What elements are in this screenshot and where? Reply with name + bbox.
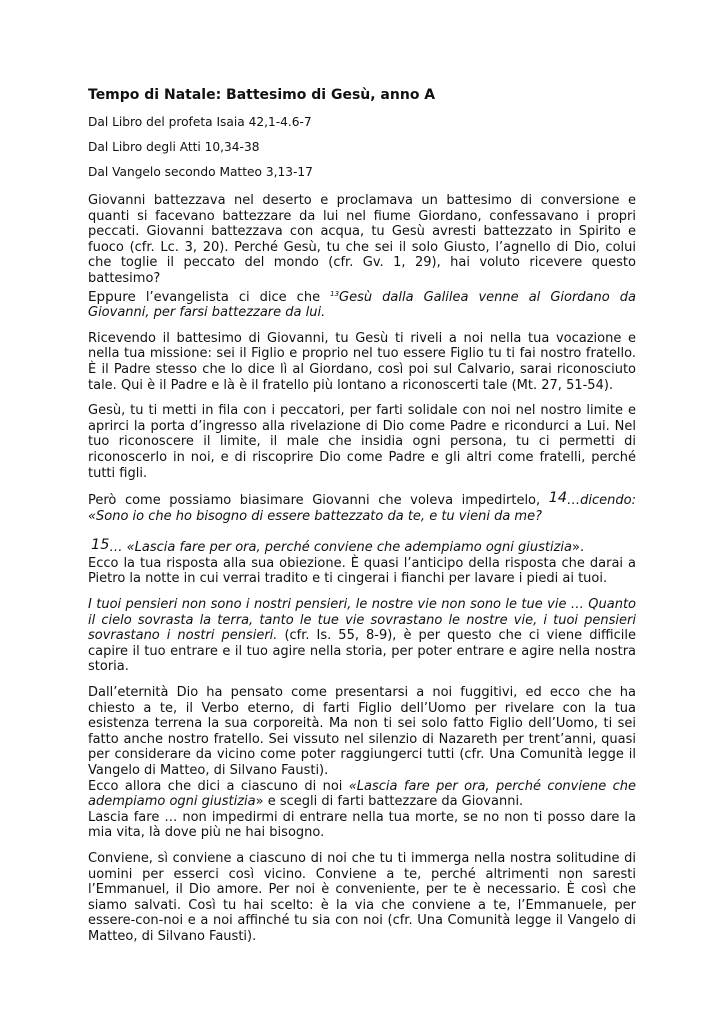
- document-page: [88, 86, 636, 955]
- paragraph-7-text-1: Dall’eternità Dio ha pensato come presentarsi a noi fuggitivi, ed ecco che ha chiesto a te, il Verbo eterno, di farti Figlio dell’Uomo per rivelare con la tua esistenza terrena la sua corporeità. Ma non ti sei solo fatto Figlio dell’Uomo, ti sei fatto anche nostro fratello. Sei vissuto nel silenzio di Nazareth per trent’anni, quasi per considerare da vicino come poter raggiungerci tutti (cfr. Una Comunità legge il Vangelo di Matteo, di Silvano Fausti).: [88, 685, 636, 778]
- paragraph-6: [88, 597, 636, 675]
- paragraph-7-text-2b: » e scegli di farti battezzare da Giovanni.: [255, 794, 524, 810]
- document-title: Tempo di Natale: Battesimo di Gesù, anno A: [88, 87, 436, 103]
- paragraph-1: [88, 193, 636, 321]
- paragraph-6-text: (cfr. Is. 55, 8-9), è per questo che ci viene difficile capire il tuo entrare e il tuo agire nella storia, per poter entrare e agire nella nostra storia.: [88, 628, 636, 675]
- verse-number-13: 13: [330, 289, 340, 298]
- gospel-quote-15: … «Lascia fare per ora, perché conviene che adempiamo ogni giustizia: [109, 540, 573, 556]
- paragraph-5: [88, 538, 636, 587]
- quote-close: ».: [572, 540, 585, 556]
- paragraph-7-text-3: Lascia fare … non impedirmi di entrare nella tua morte, se no non ti posso dare la mia vita, là dove più ne hai bisogno.: [88, 809, 636, 841]
- paragraph-5-text: Ecco la tua risposta alla sua obiezione. È quasi l’anticipo della risposta che darai a Pietro la notte in cui verrai tradito e ti cingerai i fianchi per lavare i piedi ai tuoi.: [88, 555, 636, 587]
- reading-isaia: Dal Libro del profeta Isaia 42,1-4.6-7: [88, 115, 312, 129]
- paragraph-7: [88, 685, 636, 841]
- paragraph-1-text: Giovanni battezzava nel deserto e proclamava un battesimo di conversione e quanti si facevano battezzare da lui nel fiume Giordano, confessavano i propri peccati. Giovanni battezzava con acqua, tu Gesù avresti battezzato in Spirito e fuoco (cfr. Lc. 3, 20). Perché Gesù, tu che sei il solo Giusto, l’agnello di Dio, colui che toglie il peccato del mondo (cfr. Gv. 1, 29), hai voluto ricevere questo battesimo?: [88, 193, 636, 286]
- reading-atti: Dal Libro degli Atti 10,34-38: [88, 140, 260, 154]
- verse-number-14: 14: [548, 490, 568, 507]
- gospel-quote-13: Gesù dalla Galilea venne al Giordano da Giovanni, per farsi battezzare da lui.: [88, 289, 636, 321]
- paragraph-4-text: Però come possiamo biasimare Giovanni che voleva impedirtelo,: [88, 493, 549, 509]
- paragraph-1-intro: l’evangelista ci dice che: [135, 289, 331, 305]
- paragraph-4: [88, 491, 636, 524]
- gospel-quote-14: …dicendo: «Sono io che ho bisogno di essere battezzato da te, e tu vieni da me?: [88, 493, 636, 524]
- isaiah-quote: I tuoi pensieri non sono i nostri pensieri, le nostre vie non sono le tue vie … Quanto il cielo sovrasta la terra, tanto le tue vie sovrastano le nostre vie, i tuoi pensieri sovrastano i nostri pensieri.: [88, 597, 636, 644]
- paragraph-8: Conviene, sì conviene a ciascuno di noi che tu ti immerga nella nostra solitudine di uomini per esserci così vicino. Conviene a te, perché altrimenti non saresti l’Emmanuel, il Dio amore. Per noi è conveniente, per te è necessario. È così che siamo salvati. Così tu hai scelto: è la via che conviene a te, l’Emmanuele, per essere-con-noi e a noi affinché tu sia con noi (cfr. Una Comunità legge il Vangelo di Matteo, di Silvano Fausti).: [88, 850, 636, 944]
- paragraph-2: Ricevendo il battesimo di Giovanni, tu Gesù ti riveli a noi nella tua vocazione e nella tua missione: sei il Figlio e proprio nel tuo essere Figlio tu ti fai nostro fratello. È il Padre stesso che lo dice lì al Giordano, così poi sul Calvario, sarai riconosciuto tale. Qui è il Padre e là è il fratello più lontano a riconoscerti tale (Mt. 27, 51-54).: [88, 330, 636, 393]
- paragraph-7-quote: «Lascia fare per ora, perché conviene che adempiamo ogni giustizia: [88, 778, 636, 810]
- paragraph-3: Gesù, tu ti metti in fila con i peccatori, per farti solidale con noi nel nostro limite e aprirci la porta d’ingresso alla rivelazione di Dio come Padre e ricondurci a Lui. Nel tuo riconoscere il limite, il male che insidia ogni persona, tu ci permetti di riconoscerlo in noi, e di riscoprire Dio come Padre e gli altri come fratelli, perché tutti figli.: [88, 403, 636, 481]
- reading-matteo: Dal Vangelo secondo Matteo 3,13-17: [88, 165, 313, 179]
- paragraph-7-text-2a: Ecco allora che dici a ciascuno di noi: [88, 778, 349, 794]
- verse-number-15: 15: [91, 537, 110, 554]
- eppure-word: Eppure: [88, 288, 136, 305]
